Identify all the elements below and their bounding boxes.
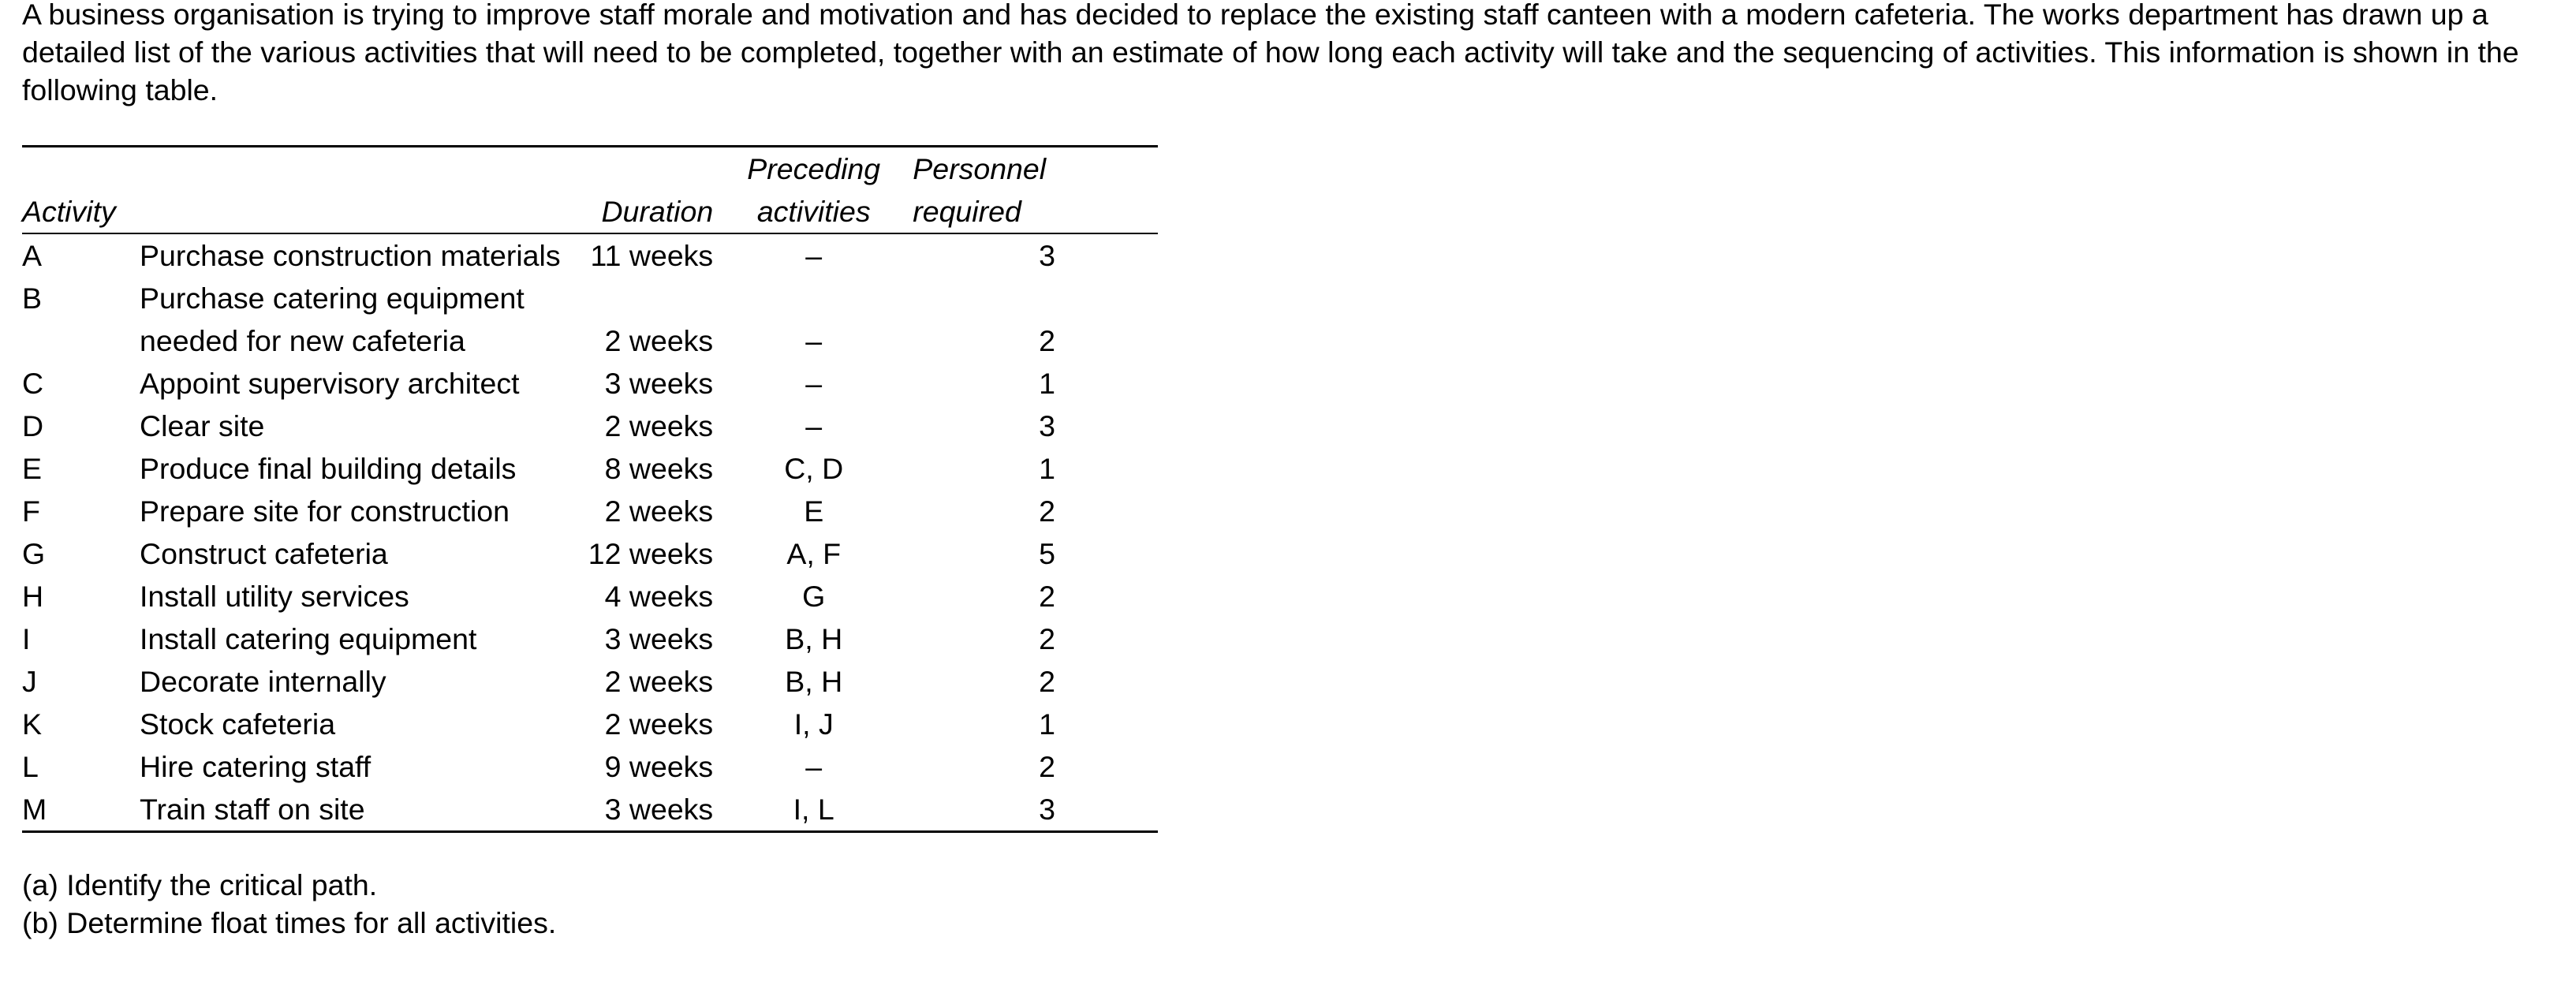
table-row [22, 362, 1158, 405]
intro-paragraph: A business organisation is trying to improve staff morale and motivation and has decided to replace the existing staff canteen with a modern cafeteria. The works department has drawn up a detailed list of the various activities that will need to be completed, together with an estimate of how long each activity will take and the sequencing of activities. This information is shown in the following table. [22, 0, 2519, 106]
cell-personnel [892, 277, 1158, 319]
cell-duration: 2 weeks [604, 494, 714, 528]
activity-table [22, 145, 1158, 833]
cell-preceding: – [805, 324, 823, 357]
cell-description: Purchase construction materials [140, 239, 561, 272]
cell-personnel: 5 [1039, 537, 1055, 570]
cell-activity: I [22, 622, 31, 655]
cell-description: Construct cafeteria [140, 537, 388, 570]
cell-personnel: 2 [1039, 324, 1055, 357]
table-row [22, 233, 1158, 277]
table-row [22, 405, 1158, 447]
cell-activity: G [22, 537, 46, 570]
question-a: (a) Identify the critical path. [22, 868, 378, 901]
table-row [22, 447, 1158, 490]
cell-preceding: A, F [786, 537, 842, 570]
header-activity: Activity [22, 190, 140, 233]
table-row [22, 490, 1158, 532]
cell-description: Produce final building details [140, 452, 517, 485]
cell-activity: D [22, 409, 44, 442]
cell-activity: J [22, 665, 37, 698]
cell-personnel: 3 [1039, 239, 1055, 272]
cell-activity: H [22, 580, 44, 613]
cell-duration: 3 weeks [604, 367, 714, 400]
cell-description: needed for new cafeteria [140, 324, 465, 357]
cell-description: Install catering equipment [140, 622, 477, 655]
cell-personnel: 2 [1039, 494, 1055, 528]
cell-preceding: C, D [784, 452, 844, 485]
cell-activity: K [22, 707, 43, 741]
header-row-2 [22, 190, 1158, 233]
cell-preceding: B, H [785, 665, 843, 698]
header-preceding-line1: Preceding [747, 152, 881, 185]
cell-duration [582, 277, 735, 319]
cell-description: Prepare site for construction [140, 494, 510, 528]
cell-preceding: E [804, 494, 824, 528]
cell-activity: A [22, 239, 43, 272]
cell-description: Appoint supervisory architect [140, 367, 520, 400]
cell-activity: L [22, 750, 39, 783]
cell-duration: 2 weeks [604, 324, 714, 357]
cell-description: Hire catering staff [140, 750, 371, 783]
cell-preceding: I, L [735, 788, 892, 832]
cell-preceding: – [805, 367, 823, 400]
header-duration: Duration [582, 190, 735, 233]
cell-description: Stock cafeteria [140, 707, 336, 741]
cell-preceding: G [802, 580, 826, 613]
cell-personnel: 1 [1039, 707, 1055, 741]
header-personnel-line1: Personnel [913, 152, 1047, 185]
cell-duration: 2 weeks [604, 409, 714, 442]
cell-preceding: – [805, 409, 823, 442]
cell-preceding: – [805, 239, 823, 272]
question-b: (b) Determine float times for all activities. [22, 906, 557, 939]
table-row [22, 319, 1158, 362]
header-personnel-line2: required [892, 190, 1158, 233]
cell-duration: 11 weeks [590, 239, 714, 272]
cell-description: Train staff on site [140, 788, 582, 832]
cell-preceding: – [805, 750, 823, 783]
cell-personnel: 2 [1039, 750, 1055, 783]
cell-description: Install utility services [140, 580, 409, 613]
cell-preceding: B, H [785, 622, 843, 655]
cell-personnel: 2 [1039, 622, 1055, 655]
cell-duration: 2 weeks [604, 707, 714, 741]
cell-personnel: 3 [892, 788, 1158, 832]
table-body [22, 233, 1158, 832]
table-row [22, 703, 1158, 745]
cell-personnel: 3 [1039, 409, 1055, 442]
table-row [22, 618, 1158, 660]
table-row [22, 660, 1158, 703]
activity-table-container [22, 145, 1158, 833]
cell-duration: 8 weeks [604, 452, 714, 485]
cell-activity [22, 319, 140, 362]
questions-block [22, 866, 556, 942]
table-row [22, 788, 1158, 832]
document-page [22, 0, 2562, 939]
cell-duration: 3 weeks [604, 622, 714, 655]
cell-preceding: I, J [793, 707, 834, 741]
table-row [22, 745, 1158, 788]
cell-personnel: 1 [1039, 452, 1055, 485]
cell-duration: 9 weeks [604, 750, 714, 783]
cell-activity: C [22, 367, 44, 400]
cell-description: Purchase catering equipment [140, 282, 525, 315]
cell-personnel: 1 [1039, 367, 1055, 400]
cell-activity: F [22, 494, 40, 528]
cell-description: Decorate internally [140, 665, 386, 698]
cell-activity: M [22, 788, 140, 832]
cell-activity: E [22, 452, 43, 485]
cell-duration: 4 weeks [604, 580, 714, 613]
cell-duration: 2 weeks [604, 665, 714, 698]
cell-preceding [735, 277, 892, 319]
cell-activity: B [22, 282, 43, 315]
header-row-1 [22, 147, 1158, 190]
cell-personnel: 2 [1039, 580, 1055, 613]
cell-personnel: 2 [1039, 665, 1055, 698]
header-preceding-line2: activities [735, 190, 892, 233]
table-row [22, 532, 1158, 575]
cell-duration: 12 weeks [588, 537, 714, 570]
table-header [22, 147, 1158, 234]
cell-duration: 3 weeks [582, 788, 735, 832]
table-row [22, 277, 1158, 319]
table-row [22, 575, 1158, 618]
cell-description: Clear site [140, 409, 265, 442]
